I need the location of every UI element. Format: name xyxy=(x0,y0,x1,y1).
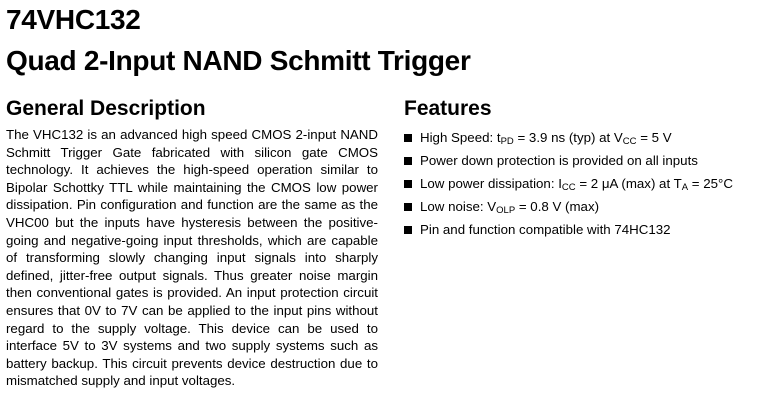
feature-item-low-noise xyxy=(404,195,766,218)
feature-text: Low power dissipation: I xyxy=(420,176,562,191)
feature-text: Low noise: V xyxy=(420,199,497,214)
subscript: OLP xyxy=(496,205,516,216)
feature-text: Pin and function compatible with 74HC132 xyxy=(420,222,671,237)
features-section xyxy=(404,97,766,241)
feature-item-power-down xyxy=(404,149,766,172)
square-bullet-icon xyxy=(404,203,412,211)
feature-item-high-speed xyxy=(404,126,766,149)
subscript: CC xyxy=(561,182,576,193)
feature-text: Power down protection is provided on all inputs xyxy=(420,153,698,168)
feature-text: = 5 V xyxy=(636,130,672,145)
feature-text: High Speed: t xyxy=(420,130,501,145)
features-list xyxy=(404,126,766,241)
square-bullet-icon xyxy=(404,134,412,142)
feature-text: = 25°C xyxy=(688,176,733,191)
feature-item-low-power xyxy=(404,172,766,195)
feature-text: = 2 μA (max) at T xyxy=(575,176,682,191)
square-bullet-icon xyxy=(404,226,412,234)
document-title: Quad 2-Input NAND Schmitt Trigger xyxy=(6,45,471,76)
general-description-section xyxy=(6,97,378,390)
feature-text: = 0.8 V (max) xyxy=(515,199,600,214)
subscript: PD xyxy=(500,136,514,147)
feature-text: = 3.9 ns (typ) at V xyxy=(513,130,623,145)
feature-item-pin-compatible xyxy=(404,218,766,241)
square-bullet-icon xyxy=(404,157,412,165)
part-number: 74VHC132 xyxy=(6,4,141,35)
features-heading: Features xyxy=(404,97,492,120)
general-description-heading: General Description xyxy=(6,97,206,120)
subscript: CC xyxy=(622,136,637,147)
general-description-text: The VHC132 is an advanced high speed CMOS 2-input NAND Schmitt Trigger Gate fabricated with silicon gate CMOS technology. It achieves the high-speed operation similar to Bipolar Schottky TTL while maintaining the CMOS low power dissipation. Pin configuration and function are the same as the VHC00 but the inputs have hysteresis between the positive-going and negative-going input thresholds, which are capable of transforming slowly changing input signals into sharply defined, jitter-free output signals. Thus greater noise margin then conventional gates is provided. An input protection circuit ensures that 0V to 7V can be applied to the input pins without regard to the supply voltage. This device can be used to interface 5V to 3V systems and two supply systems such as battery backup. This circuit prevents device destruction due to mismatched supply and input voltages. xyxy=(6,127,378,389)
square-bullet-icon xyxy=(404,180,412,188)
subscript: A xyxy=(681,182,689,193)
